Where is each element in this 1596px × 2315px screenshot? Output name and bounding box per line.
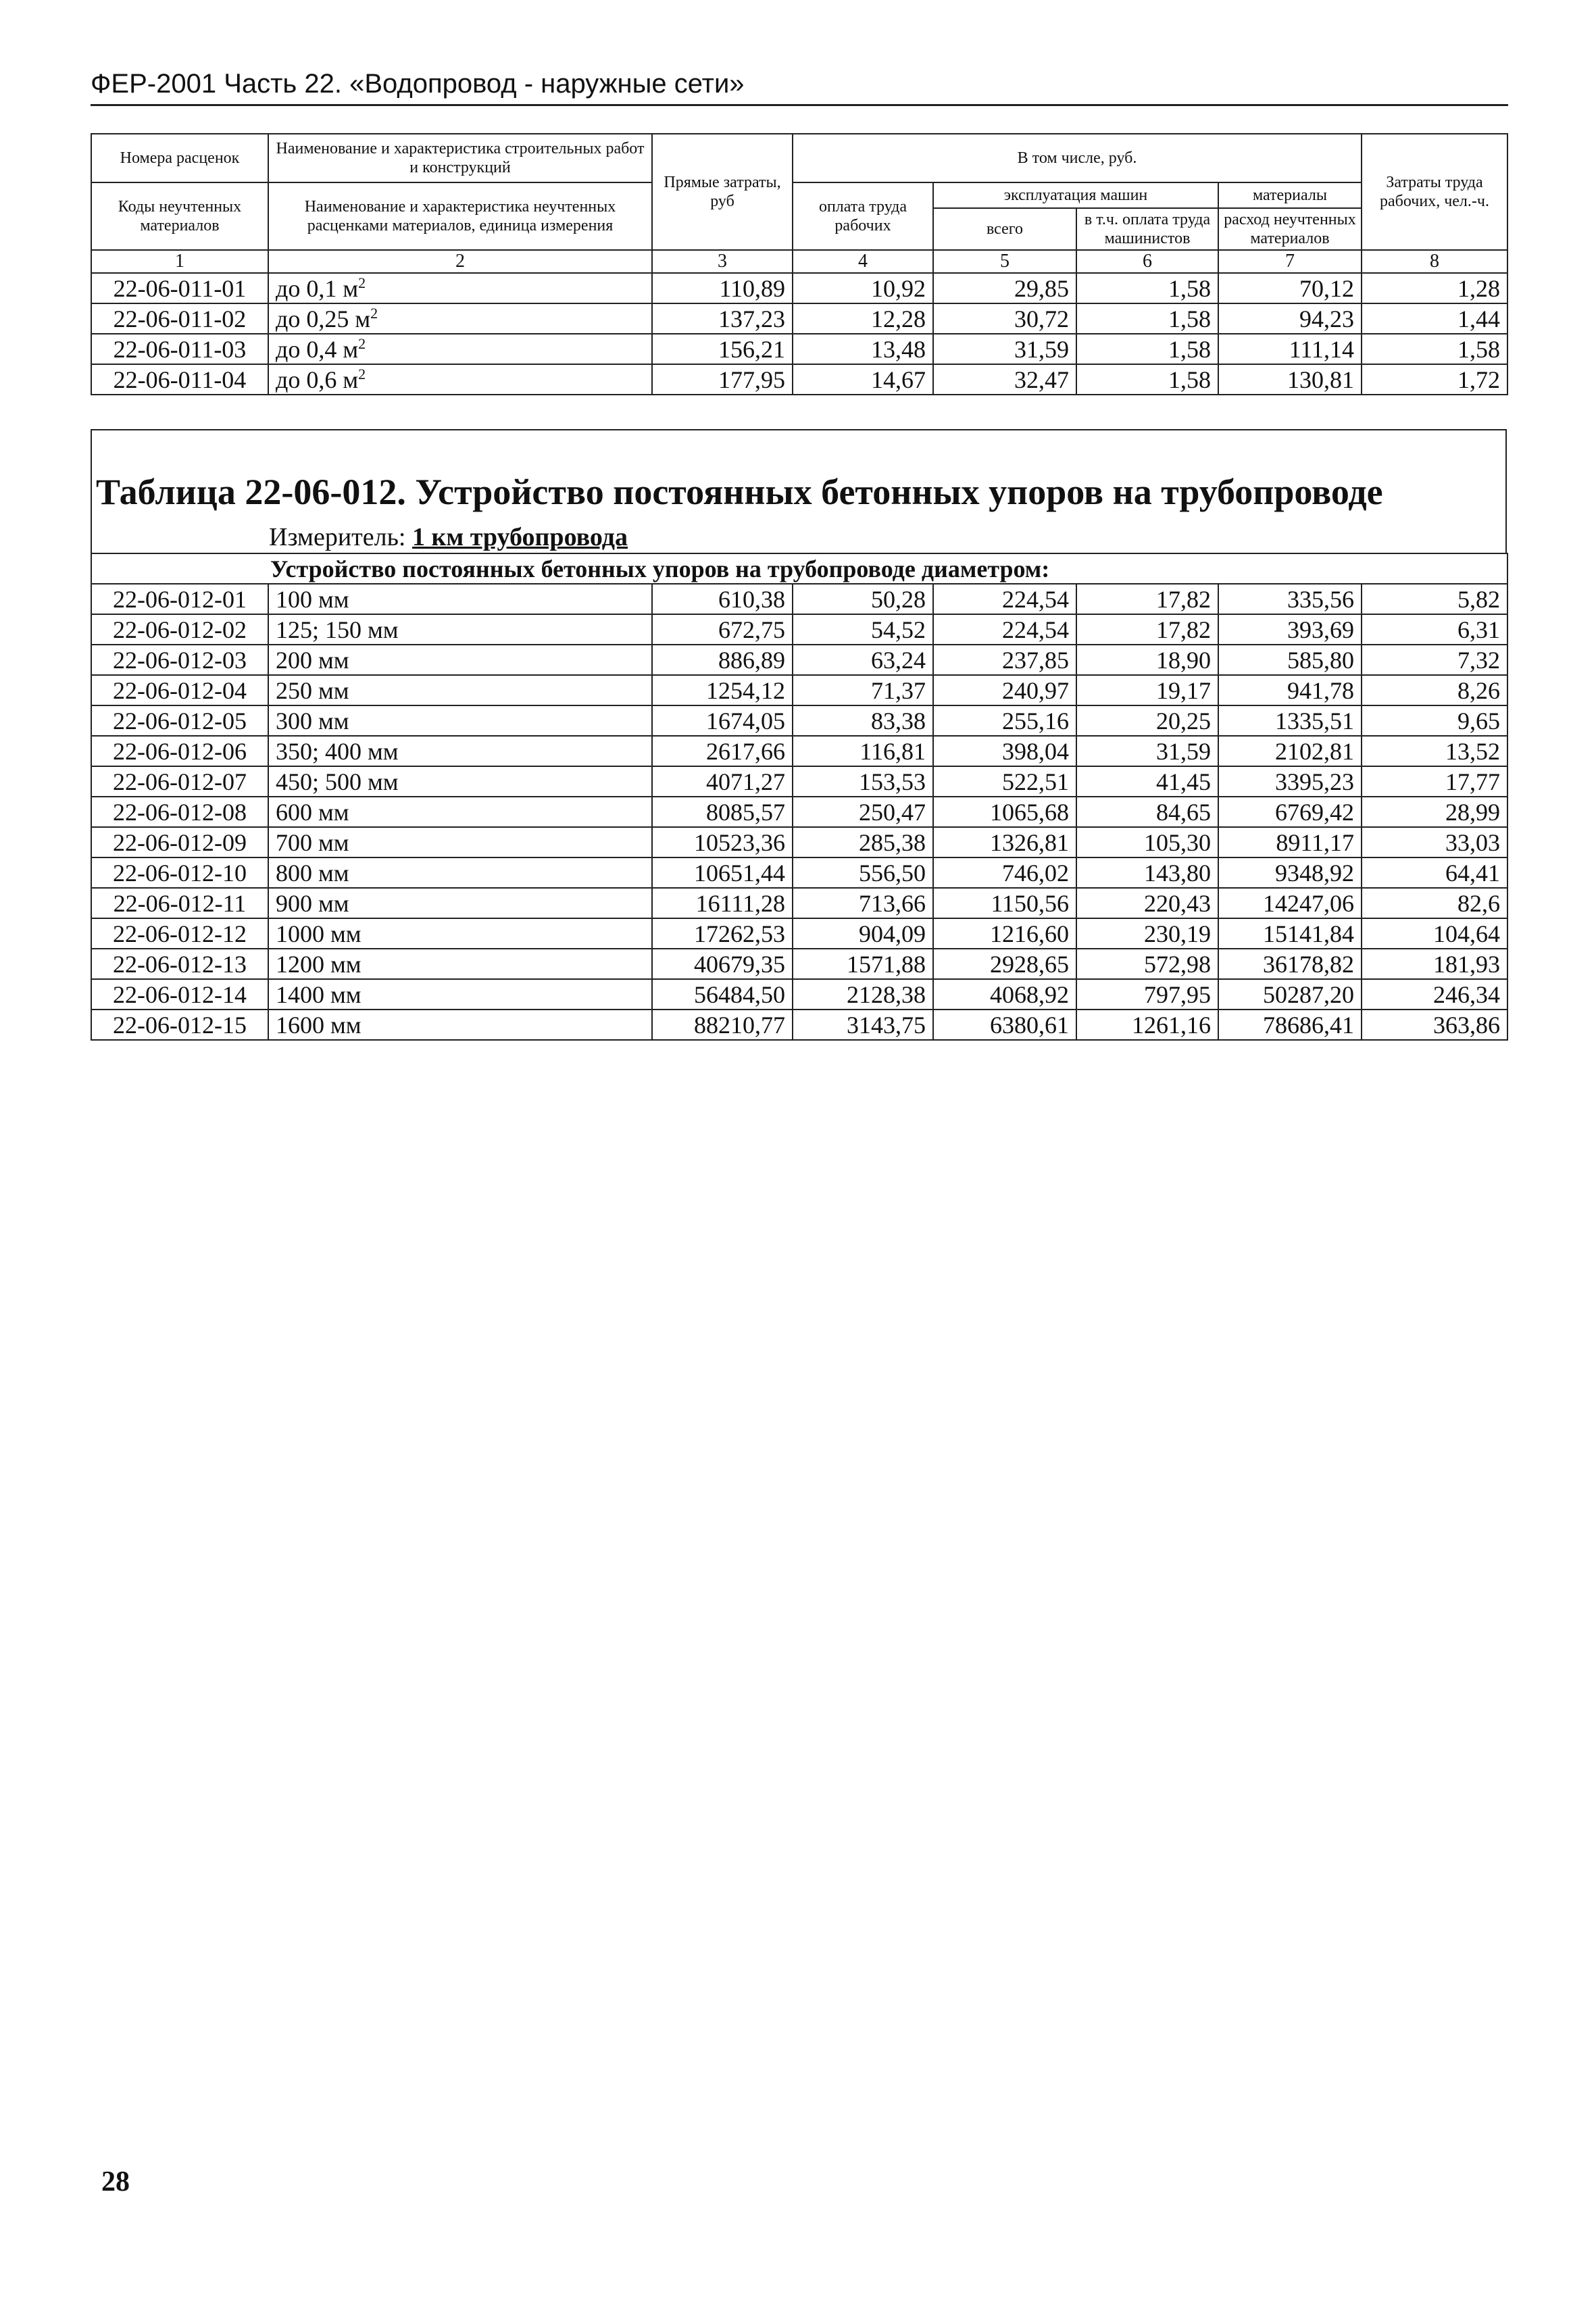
cell-direct: 40679,35 (652, 949, 793, 979)
cell-machpay: 1,58 (1076, 334, 1218, 364)
cell-code: 22-06-012-13 (91, 949, 268, 979)
table-row (91, 857, 1507, 888)
table-row (91, 614, 1507, 645)
cell-mat: 130,81 (1218, 364, 1362, 395)
cell-name (268, 888, 652, 918)
cell-labor: 8,26 (1362, 675, 1507, 705)
table-row (91, 645, 1507, 675)
cell-labor: 246,34 (1362, 979, 1507, 1010)
cell-name (268, 273, 652, 303)
cell-labor: 5,82 (1362, 584, 1507, 614)
cell-pay: 12,28 (793, 303, 933, 334)
column-number: 4 (793, 250, 933, 273)
cell-name (268, 364, 652, 395)
cell-name (268, 766, 652, 797)
cell-name-text: 800 мм (276, 859, 349, 887)
cell-direct: 88210,77 (652, 1010, 793, 1040)
column-number: 1 (91, 250, 268, 273)
cell-mach: 1065,68 (933, 797, 1076, 827)
cell-code: 22-06-012-03 (91, 645, 268, 675)
cell-machpay: 105,30 (1076, 827, 1218, 857)
cell-pay: 3143,75 (793, 1010, 933, 1040)
cell-name (268, 1010, 652, 1040)
cell-mat: 70,12 (1218, 273, 1362, 303)
cell-code: 22-06-011-02 (91, 303, 268, 334)
cell-direct: 1254,12 (652, 675, 793, 705)
table-row (91, 1010, 1507, 1040)
cell-name-text: 125; 150 мм (276, 616, 399, 643)
cell-direct: 10651,44 (652, 857, 793, 888)
cell-name-text: 900 мм (276, 889, 349, 917)
table-row (91, 705, 1507, 736)
page-number: 28 (101, 2166, 130, 2197)
cell-mat: 335,56 (1218, 584, 1362, 614)
cell-pay: 13,48 (793, 334, 933, 364)
cell-name-text: 250 мм (276, 676, 349, 704)
table-row (91, 273, 1507, 303)
cell-machpay: 230,19 (1076, 918, 1218, 949)
cell-code: 22-06-012-09 (91, 827, 268, 857)
cell-name-text: 100 мм (276, 585, 349, 613)
column-number: 8 (1362, 250, 1507, 273)
cell-direct: 4071,27 (652, 766, 793, 797)
cell-name-text: до 0,6 м (276, 366, 359, 393)
cell-mach: 1150,56 (933, 888, 1076, 918)
cell-direct: 886,89 (652, 645, 793, 675)
cell-mat: 50287,20 (1218, 979, 1362, 1010)
cell-machpay: 1261,16 (1076, 1010, 1218, 1040)
cell-code: 22-06-012-12 (91, 918, 268, 949)
cell-direct: 156,21 (652, 334, 793, 364)
cell-mat: 2102,81 (1218, 736, 1362, 766)
cell-labor: 7,32 (1362, 645, 1507, 675)
cell-pay: 14,67 (793, 364, 933, 395)
cell-machpay: 17,82 (1076, 614, 1218, 645)
cell-direct: 10523,36 (652, 827, 793, 857)
cell-direct: 1674,05 (652, 705, 793, 736)
cell-machpay: 220,43 (1076, 888, 1218, 918)
cell-name (268, 334, 652, 364)
cell-code: 22-06-011-01 (91, 273, 268, 303)
cell-name (268, 827, 652, 857)
cell-mach: 237,85 (933, 645, 1076, 675)
cell-code: 22-06-012-05 (91, 705, 268, 736)
cell-machpay: 1,58 (1076, 303, 1218, 334)
cell-machpay: 20,25 (1076, 705, 1218, 736)
cell-code: 22-06-012-08 (91, 797, 268, 827)
cell-name (268, 857, 652, 888)
cell-pay: 556,50 (793, 857, 933, 888)
cell-name (268, 584, 652, 614)
header-machine-operation: эксплуатация машин (933, 182, 1218, 208)
cell-code: 22-06-012-06 (91, 736, 268, 766)
cell-code: 22-06-011-04 (91, 364, 268, 395)
cell-machpay: 572,98 (1076, 949, 1218, 979)
cell-name-text: 600 мм (276, 798, 349, 826)
cell-mach: 29,85 (933, 273, 1076, 303)
cell-mach: 2928,65 (933, 949, 1076, 979)
table-body (91, 553, 1507, 1040)
measure-label: Измеритель: (269, 523, 406, 551)
cell-name-text: 1600 мм (276, 1011, 361, 1039)
cell-code: 22-06-012-07 (91, 766, 268, 797)
table-22-06-012-heading (91, 429, 1507, 553)
cell-name (268, 675, 652, 705)
cell-machpay: 1,58 (1076, 273, 1218, 303)
cell-mach: 4068,92 (933, 979, 1076, 1010)
table-row (91, 675, 1507, 705)
cell-name (268, 614, 652, 645)
header-machine-total: всего (933, 208, 1076, 250)
cell-machpay: 143,80 (1076, 857, 1218, 888)
cell-mach: 224,54 (933, 614, 1076, 645)
header-unaccounted-name: Наименование и характеристика неучтенных расценками материалов, единица измерения (268, 182, 652, 250)
section-title: Устройство постоянных бетонных упоров на трубопроводе диаметром: (91, 553, 1507, 584)
table-row (91, 766, 1507, 797)
cell-code: 22-06-012-04 (91, 675, 268, 705)
cell-code: 22-06-012-01 (91, 584, 268, 614)
cell-mach: 746,02 (933, 857, 1076, 888)
superscript: 2 (370, 304, 378, 322)
cell-labor: 1,58 (1362, 334, 1507, 364)
cell-mach: 240,97 (933, 675, 1076, 705)
cell-name (268, 797, 652, 827)
cell-name-text: 700 мм (276, 828, 349, 856)
cell-machpay: 18,90 (1076, 645, 1218, 675)
cell-labor: 1,28 (1362, 273, 1507, 303)
header-worker-pay: оплата труда рабочих (793, 182, 933, 250)
cell-pay: 153,53 (793, 766, 933, 797)
cell-machpay: 31,59 (1076, 736, 1218, 766)
table-row (91, 303, 1507, 334)
cell-labor: 181,93 (1362, 949, 1507, 979)
cell-code: 22-06-012-14 (91, 979, 268, 1010)
table-row (91, 918, 1507, 949)
cell-mach: 522,51 (933, 766, 1076, 797)
cell-pay: 1571,88 (793, 949, 933, 979)
table-row (91, 364, 1507, 395)
page-header: ФЕР-2001 Часть 22. «Водопровод - наружные сети» (91, 68, 1508, 106)
cell-name-text: 1200 мм (276, 950, 361, 978)
column-number: 3 (652, 250, 793, 273)
cell-code: 22-06-012-11 (91, 888, 268, 918)
cell-mach: 30,72 (933, 303, 1076, 334)
cell-labor: 13,52 (1362, 736, 1507, 766)
cell-labor: 104,64 (1362, 918, 1507, 949)
cell-name (268, 705, 652, 736)
cell-mat: 1335,51 (1218, 705, 1362, 736)
cell-direct: 672,75 (652, 614, 793, 645)
superscript: 2 (358, 365, 366, 382)
table-row (91, 584, 1507, 614)
cell-mach: 255,16 (933, 705, 1076, 736)
superscript: 2 (358, 334, 366, 352)
cell-code: 22-06-012-15 (91, 1010, 268, 1040)
cell-pay: 250,47 (793, 797, 933, 827)
cell-mat: 14247,06 (1218, 888, 1362, 918)
cell-mach: 32,47 (933, 364, 1076, 395)
cell-labor: 28,99 (1362, 797, 1507, 827)
cell-pay: 713,66 (793, 888, 933, 918)
cell-mat: 9348,92 (1218, 857, 1362, 888)
cell-mach: 398,04 (933, 736, 1076, 766)
cell-name-text: 350; 400 мм (276, 737, 399, 765)
cell-labor: 1,72 (1362, 364, 1507, 395)
rates-table-22-06-012 (91, 553, 1508, 1041)
header-unaccounted-codes: Коды неучтенных материалов (91, 182, 268, 250)
cell-name-text: 450; 500 мм (276, 768, 399, 795)
cell-pay: 904,09 (793, 918, 933, 949)
cell-name-text: до 0,25 м (276, 305, 371, 332)
cell-name-text: до 0,4 м (276, 335, 359, 363)
header-machinist-pay: в т.ч. оплата труда машинистов (1076, 208, 1218, 250)
cell-mat: 585,80 (1218, 645, 1362, 675)
cell-machpay: 19,17 (1076, 675, 1218, 705)
cell-labor: 33,03 (1362, 827, 1507, 857)
cell-name (268, 736, 652, 766)
cell-mat: 78686,41 (1218, 1010, 1362, 1040)
table-body (91, 273, 1507, 395)
cell-direct: 8085,57 (652, 797, 793, 827)
table-row (91, 888, 1507, 918)
cell-labor: 9,65 (1362, 705, 1507, 736)
cell-direct: 56484,50 (652, 979, 793, 1010)
superscript: 2 (358, 274, 366, 291)
header-direct-costs: Прямые затраты, руб (652, 134, 793, 250)
cell-pay: 83,38 (793, 705, 933, 736)
cell-mach: 1216,60 (933, 918, 1076, 949)
cell-labor: 64,41 (1362, 857, 1507, 888)
cell-code: 22-06-011-03 (91, 334, 268, 364)
cell-code: 22-06-012-02 (91, 614, 268, 645)
cell-pay: 10,92 (793, 273, 933, 303)
cell-mach: 1326,81 (933, 827, 1076, 857)
rates-table-22-06-011 (91, 133, 1508, 395)
cell-name-text: 1400 мм (276, 980, 361, 1008)
cell-name (268, 979, 652, 1010)
cell-mat: 941,78 (1218, 675, 1362, 705)
header-rates-number: Номера расценок (91, 134, 268, 182)
cell-pay: 71,37 (793, 675, 933, 705)
cell-direct: 610,38 (652, 584, 793, 614)
measure-line (269, 522, 628, 552)
cell-machpay: 797,95 (1076, 979, 1218, 1010)
section-row (91, 553, 1507, 584)
column-number: 5 (933, 250, 1076, 273)
column-number-row (91, 250, 1507, 273)
measure-value: 1 км трубопровода (412, 523, 628, 551)
cell-mat: 36178,82 (1218, 949, 1362, 979)
cell-mat: 111,14 (1218, 334, 1362, 364)
cell-name-text: 200 мм (276, 646, 349, 674)
cell-mat: 8911,17 (1218, 827, 1362, 857)
cell-mat: 6769,42 (1218, 797, 1362, 827)
cell-labor: 6,31 (1362, 614, 1507, 645)
header-including: В том числе, руб. (793, 134, 1362, 182)
cell-mach: 6380,61 (933, 1010, 1076, 1040)
cell-mat: 15141,84 (1218, 918, 1362, 949)
header-work-name: Наименование и характеристика строительных работ и конструкций (268, 134, 652, 182)
table-title: Таблица 22-06-012. Устройство постоянных бетонных упоров на трубопроводе (96, 472, 1383, 512)
cell-name-text: до 0,1 м (276, 274, 359, 302)
cell-name (268, 949, 652, 979)
cell-name (268, 918, 652, 949)
cell-direct: 137,23 (652, 303, 793, 334)
cell-name-text: 1000 мм (276, 920, 361, 947)
cell-mat: 94,23 (1218, 303, 1362, 334)
cell-name-text: 300 мм (276, 707, 349, 735)
cell-machpay: 84,65 (1076, 797, 1218, 827)
table-row (91, 979, 1507, 1010)
column-number: 6 (1076, 250, 1218, 273)
table-row (91, 797, 1507, 827)
cell-machpay: 1,58 (1076, 364, 1218, 395)
cell-labor: 17,77 (1362, 766, 1507, 797)
cell-direct: 2617,66 (652, 736, 793, 766)
cell-mat: 3395,23 (1218, 766, 1362, 797)
cell-direct: 177,95 (652, 364, 793, 395)
cell-pay: 50,28 (793, 584, 933, 614)
cell-pay: 54,52 (793, 614, 933, 645)
cell-code: 22-06-012-10 (91, 857, 268, 888)
cell-machpay: 17,82 (1076, 584, 1218, 614)
cell-direct: 16111,28 (652, 888, 793, 918)
cell-direct: 110,89 (652, 273, 793, 303)
cell-pay: 2128,38 (793, 979, 933, 1010)
cell-name (268, 645, 652, 675)
table-row (91, 736, 1507, 766)
column-number: 2 (268, 250, 652, 273)
cell-labor: 82,6 (1362, 888, 1507, 918)
cell-labor: 363,86 (1362, 1010, 1507, 1040)
table-header (91, 134, 1507, 273)
cell-pay: 116,81 (793, 736, 933, 766)
cell-pay: 63,24 (793, 645, 933, 675)
header-labor-costs: Затраты труда рабочих, чел.-ч. (1362, 134, 1507, 250)
table-row (91, 949, 1507, 979)
header-materials: материалы (1218, 182, 1362, 208)
cell-mach: 224,54 (933, 584, 1076, 614)
header-unaccounted-materials: расход неучтенных материалов (1218, 208, 1362, 250)
table-row (91, 827, 1507, 857)
cell-labor: 1,44 (1362, 303, 1507, 334)
cell-mat: 393,69 (1218, 614, 1362, 645)
cell-mach: 31,59 (933, 334, 1076, 364)
cell-pay: 285,38 (793, 827, 933, 857)
column-number: 7 (1218, 250, 1362, 273)
cell-machpay: 41,45 (1076, 766, 1218, 797)
cell-name (268, 303, 652, 334)
cell-direct: 17262,53 (652, 918, 793, 949)
table-row (91, 334, 1507, 364)
